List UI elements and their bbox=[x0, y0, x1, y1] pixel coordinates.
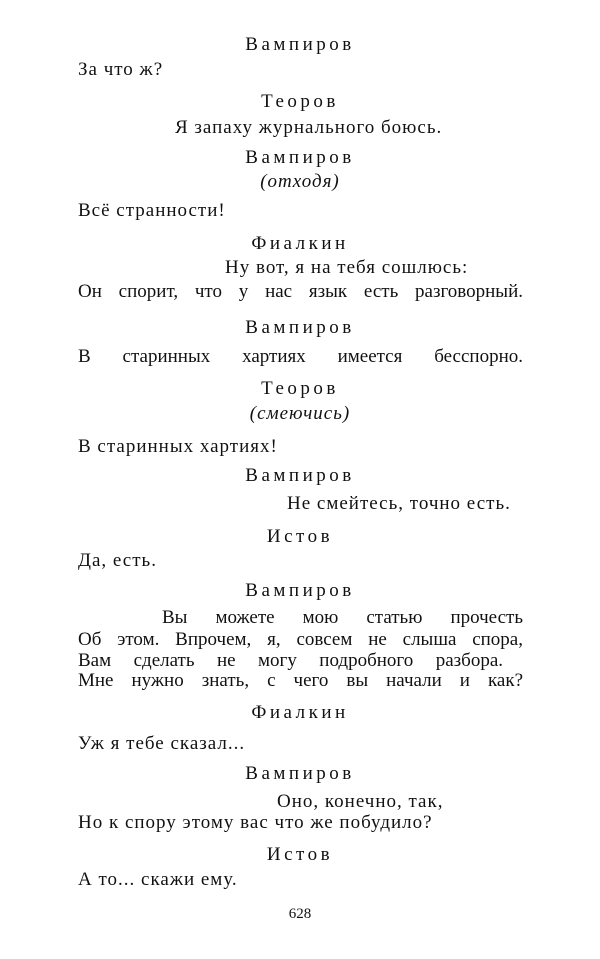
verse-line: А то... скажи ему. bbox=[78, 869, 238, 890]
stage-direction: (отходя) bbox=[260, 171, 340, 192]
speaker-name: Истов bbox=[266, 526, 334, 547]
verse-line: В старинных хартиях! bbox=[78, 436, 278, 457]
speaker-name: Вампиров bbox=[245, 317, 355, 338]
speaker-name: Истов bbox=[266, 844, 334, 865]
verse-line: Уж я тебе сказал... bbox=[78, 733, 246, 754]
speaker-name: Вампиров bbox=[245, 465, 355, 486]
verse-line: Не смейтесь, точно есть. bbox=[287, 493, 511, 514]
verse-line: Но к спору этому вас что же побудило? bbox=[78, 812, 433, 833]
verse-line: Вы можете мою статью прочесть bbox=[162, 607, 523, 628]
speaker-name: Вампиров bbox=[245, 763, 355, 784]
speaker-name: Вампиров bbox=[245, 147, 355, 168]
speaker-name: Теоров bbox=[261, 91, 339, 112]
page-number: 628 bbox=[288, 906, 312, 922]
speaker-name: Теоров bbox=[261, 378, 339, 399]
verse-line: Да, есть. bbox=[78, 550, 157, 571]
speaker-name: Вампиров bbox=[245, 34, 355, 55]
verse-line: Об этом. Впрочем, я, совсем не слыша спора, bbox=[78, 629, 523, 650]
speaker-name: Фиалкин bbox=[251, 702, 349, 723]
verse-line: Он спорит, что у нас язык есть разговорный. bbox=[78, 281, 523, 302]
verse-line: Ну вот, я на тебя сошлюсь: bbox=[225, 257, 469, 278]
verse-line: В старинных хартиях имеется бесспорно. bbox=[78, 346, 523, 367]
speaker-name: Вампиров bbox=[245, 580, 355, 601]
verse-line: Вам сделать не могу подробного разбора. bbox=[78, 650, 503, 671]
verse-line: За что ж? bbox=[78, 59, 164, 80]
speaker-name: Фиалкин bbox=[251, 233, 349, 254]
verse-line: Всё странности! bbox=[78, 200, 226, 221]
verse-line: Я запаху журнального боюсь. bbox=[175, 117, 443, 138]
stage-direction: (смеючись) bbox=[249, 403, 351, 424]
verse-line: Мне нужно знать, с чего вы начали и как? bbox=[78, 670, 523, 691]
verse-line: Оно, конечно, так, bbox=[277, 791, 444, 812]
